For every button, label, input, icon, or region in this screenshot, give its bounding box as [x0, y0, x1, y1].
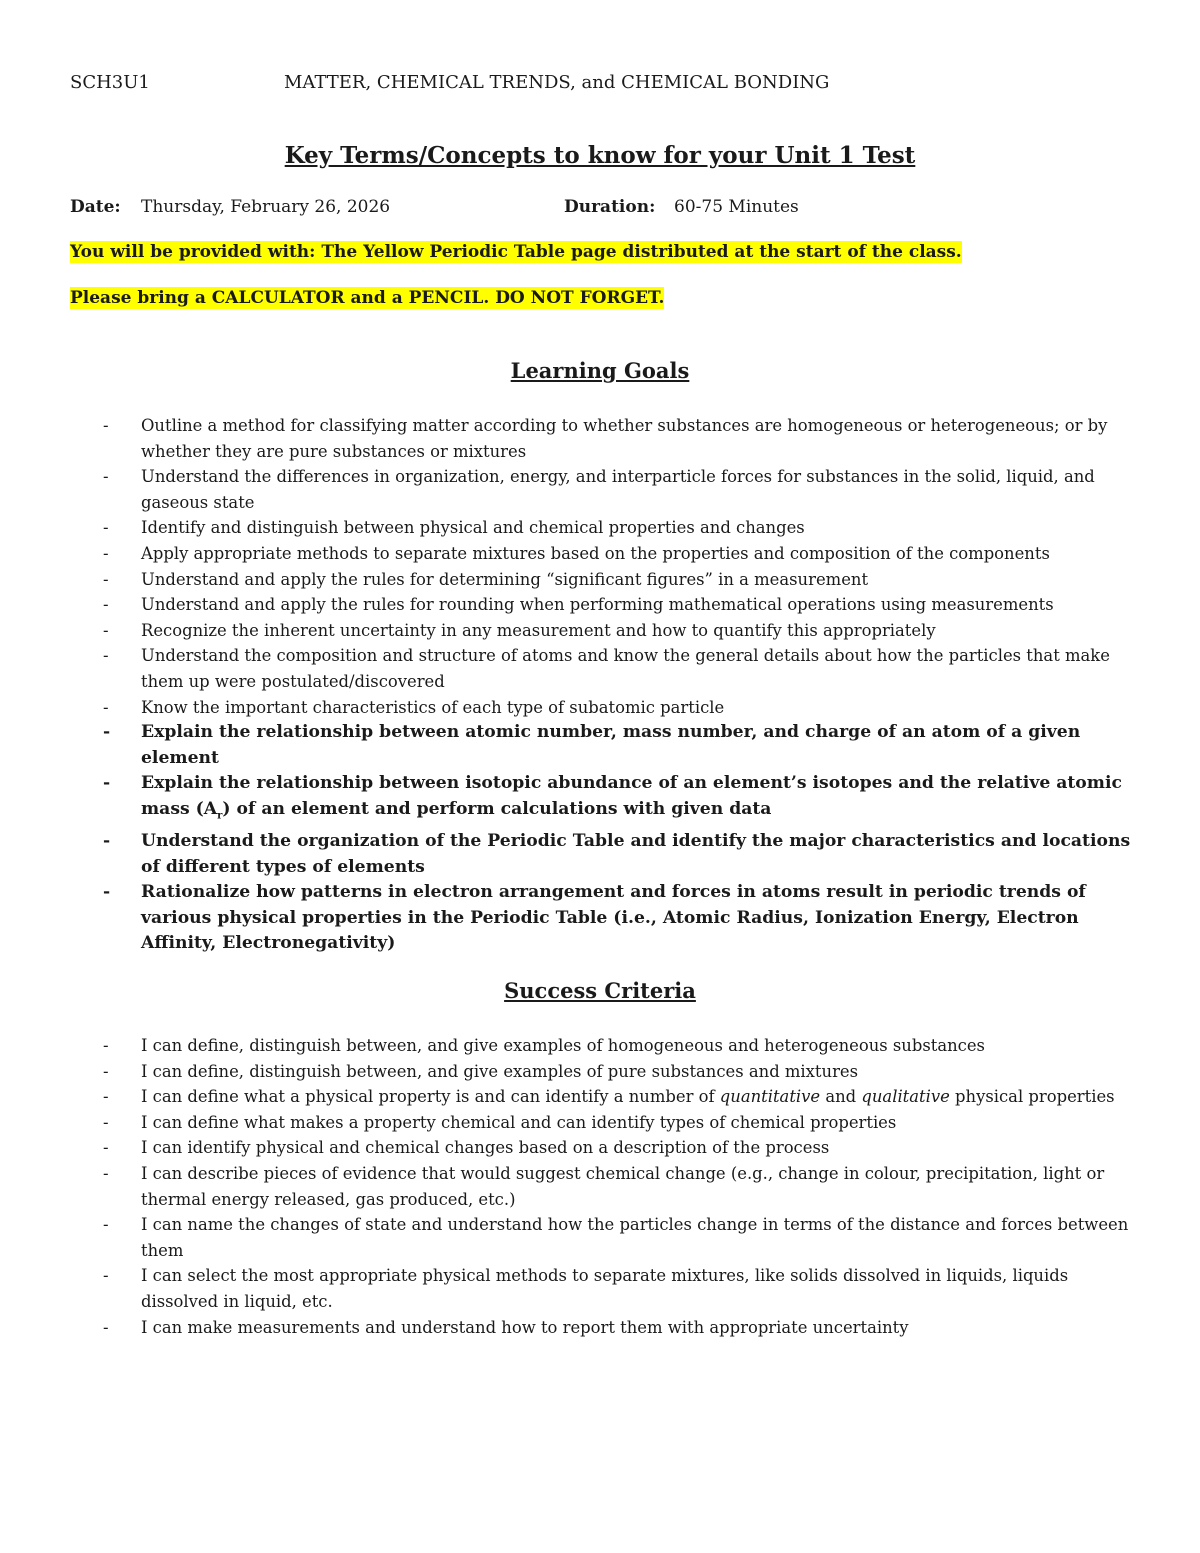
- learning-goals-list: [70, 413, 1132, 957]
- list-item-text: I can define, distinguish between, and give examples of homogeneous and heterogeneous substances: [141, 1036, 985, 1055]
- bullet-dash: -: [103, 882, 111, 903]
- list-item: [70, 720, 1132, 771]
- list-item-text: Rationalize how patterns in electron arrangement and forces in atoms result in periodic trends of various physical properties in the Periodic Table (i.e., Atomic Radius, Ionization Energy, Electron Affinity, Electronegativity): [141, 882, 1086, 954]
- unit-title: MATTER, CHEMICAL TRENDS, and CHEMICAL BONDING: [284, 72, 830, 93]
- page-title: Key Terms/Concepts to know for your Unit 1 Test: [284, 142, 916, 169]
- list-item-text: I can define what makes a property chemical and can identify types of chemical properties: [141, 1112, 897, 1132]
- bullet-dash: -: [103, 1317, 109, 1337]
- bring-notice: [70, 288, 664, 308]
- bullet-dash: -: [103, 1087, 109, 1107]
- list-item-text: Know the important characteristics of each type of subatomic particle: [141, 697, 725, 717]
- bullet-dash: -: [103, 1112, 109, 1132]
- bullet-dash: -: [103, 1266, 109, 1286]
- bullet-dash: -: [103, 1061, 109, 1081]
- duration-value: 60-75 Minutes: [674, 197, 799, 217]
- emphasis-qualitative: qualitative: [861, 1087, 950, 1107]
- list-item: [70, 829, 1132, 880]
- list-item-text: Understand the differences in organization, energy, and interparticle forces for substances in the solid, liquid, and gaseous state: [141, 467, 1095, 512]
- list-item-text: I can select the most appropriate physical methods to separate mixtures, like solids dissolved in liquids, liquids dissolved in liquid, etc.: [141, 1266, 1069, 1311]
- list-item-text: I can define, distinguish between, and give examples of pure substances and mixtures: [141, 1061, 859, 1081]
- list-item-text: and: [820, 1087, 862, 1107]
- bullet-dash: -: [103, 773, 111, 794]
- list-item-text: Explain the relationship between isotopic abundance of an element’s isotopes and the relative atomic mass (A: [141, 773, 1122, 819]
- list-item: [70, 1135, 1132, 1161]
- list-item: [70, 1315, 1132, 1341]
- bullet-dash: -: [103, 518, 109, 538]
- list-item: [70, 1161, 1132, 1212]
- learning-goals-heading: Learning Goals: [510, 358, 690, 383]
- bullet-dash: -: [103, 1163, 109, 1183]
- list-item: [70, 464, 1132, 515]
- bullet-dash: -: [103, 1215, 109, 1235]
- bullet-dash: -: [103, 543, 109, 563]
- list-item-text: Understand the organization of the Periodic Table and identify the major characteristics and locations of different types of elements: [141, 830, 1131, 877]
- provided-notice-text: You will be provided with: The Yellow Periodic Table page distributed at the start of the class.: [70, 242, 962, 262]
- list-item-text: Understand the composition and structure of atoms and know the general details about how the particles that make them up were postulated/discovered: [141, 646, 1110, 691]
- bring-notice-text: Please bring a CALCULATOR and a PENCIL. DO NOT FORGET.: [70, 288, 665, 308]
- list-item-text: I can define what a physical property is and can identify a number of: [141, 1087, 720, 1107]
- list-item-text: Apply appropriate methods to separate mixtures based on the properties and composition of the components: [141, 543, 1050, 563]
- list-item-text: ) of an element and perform calculations with given data: [222, 798, 772, 819]
- list-item-text: Explain the relationship between atomic number, mass number, and charge of an atom of a given element: [141, 722, 1081, 768]
- list-item: [70, 413, 1132, 464]
- date-label: Date:: [70, 197, 121, 217]
- list-item-text: Outline a method for classifying matter according to whether substances are homogeneous or heterogeneous; or by whether they are pure substances or mixtures: [141, 416, 1108, 461]
- bullet-dash: -: [103, 722, 111, 743]
- list-item-text: Understand and apply the rules for rounding when performing mathematical operations using measurements: [141, 595, 1054, 615]
- list-item: [70, 1263, 1132, 1314]
- list-item: [70, 880, 1132, 957]
- subscript-r: r: [217, 810, 223, 822]
- list-item: [70, 592, 1132, 618]
- list-item: [70, 695, 1132, 721]
- list-item: [70, 618, 1132, 644]
- bullet-dash: -: [103, 697, 109, 717]
- list-item: [70, 1212, 1132, 1263]
- bullet-dash: -: [103, 830, 111, 851]
- list-item-text: I can identify physical and chemical changes based on a description of the process: [141, 1138, 830, 1158]
- list-item: [70, 1033, 1132, 1059]
- list-item-text: Identify and distinguish between physical and chemical properties and changes: [141, 518, 805, 538]
- bullet-dash: -: [103, 620, 109, 640]
- list-item: [70, 541, 1132, 567]
- emphasis-quantitative: quantitative: [719, 1087, 821, 1107]
- list-item: [70, 771, 1132, 829]
- bullet-dash: -: [103, 1036, 109, 1055]
- bullet-dash: -: [103, 569, 109, 589]
- success-criteria-heading: Success Criteria: [504, 978, 696, 1003]
- list-item-text: I can describe pieces of evidence that would suggest chemical change (e.g., change in colour, precipitation, light or thermal energy released, gas produced, etc.): [141, 1163, 1105, 1209]
- date-value: Thursday, February 26, 2026: [141, 197, 391, 217]
- list-item-text: I can make measurements and understand how to report them with appropriate uncertainty: [141, 1317, 909, 1337]
- bullet-dash: -: [103, 595, 109, 615]
- bullet-dash: -: [103, 416, 109, 435]
- list-item: [70, 567, 1132, 593]
- list-item: [70, 1059, 1132, 1085]
- list-item: [70, 643, 1132, 694]
- list-item-text: I can name the changes of state and understand how the particles change in terms of the distance and forces between them: [141, 1215, 1129, 1260]
- list-item: [70, 515, 1132, 541]
- bullet-dash: -: [103, 1138, 109, 1158]
- duration-label: Duration:: [564, 197, 656, 217]
- list-item: [70, 1084, 1132, 1110]
- bullet-dash: -: [103, 467, 109, 487]
- course-code: SCH3U1: [70, 72, 150, 93]
- provided-notice: [70, 242, 962, 262]
- list-item-text: Understand and apply the rules for determining “significant figures” in a measurement: [141, 569, 869, 589]
- list-item-text: Recognize the inherent uncertainty in any measurement and how to quantify this appropriately: [141, 620, 936, 640]
- list-item: [70, 1110, 1132, 1136]
- success-criteria-list: [70, 1033, 1132, 1340]
- bullet-dash: -: [103, 646, 109, 666]
- list-item-text: physical properties: [949, 1087, 1115, 1107]
